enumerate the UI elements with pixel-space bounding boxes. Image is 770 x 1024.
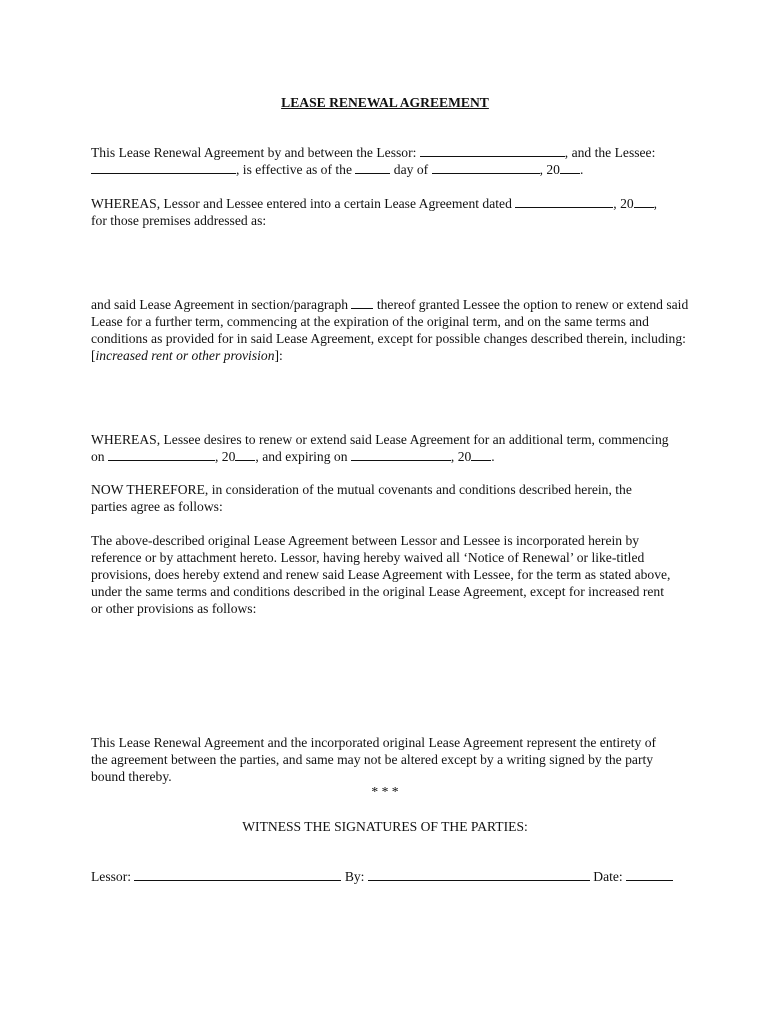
whereas2-text-e: . — [491, 449, 495, 464]
lessor-signature-blank[interactable] — [134, 868, 341, 881]
effective-year-blank[interactable] — [560, 161, 580, 174]
renewal-start-year-blank[interactable] — [235, 448, 255, 461]
now-therefore-line-1: NOW THEREFORE, in consideration of the mutual covenants and conditions described herein, the — [91, 482, 632, 497]
lessee-name-blank[interactable] — [91, 161, 236, 174]
document-title: LEASE RENEWAL AGREEMENT — [281, 95, 489, 110]
renewal-end-year-blank[interactable] — [471, 448, 491, 461]
intro-text-c: , is effective as of the — [236, 162, 356, 177]
above-line-4: under the same terms and conditions described in the original Lease Agreement, except for increased rent — [91, 584, 664, 599]
renewal-end-date-blank[interactable] — [351, 448, 451, 461]
whereas2-line-1: WHEREAS, Lessee desires to renew or extend said Lease Agreement for an additional term, commencing — [91, 432, 669, 447]
signature-line — [91, 868, 673, 886]
section-paragraph-blank[interactable] — [351, 296, 373, 309]
lessor-label: Lessor: — [91, 869, 135, 884]
entirety-line-1: This Lease Renewal Agreement and the incorporated original Lease Agreement represent the entirety of — [91, 735, 657, 750]
section-bracket-open: [ — [91, 348, 96, 363]
renewal-start-date-blank[interactable] — [108, 448, 215, 461]
effective-month-blank[interactable] — [432, 161, 540, 174]
section-text-a: and said Lease Agreement in section/paragraph — [91, 297, 352, 312]
witness-heading: WITNESS THE SIGNATURES OF THE PARTIES: — [242, 819, 528, 834]
intro-text-f: . — [579, 162, 584, 177]
whereas2-text-d: , 20 — [450, 449, 472, 464]
section-line-4 — [91, 347, 283, 365]
section-separator-stars: * * * — [371, 784, 399, 799]
above-line-1: The above-described original Lease Agreement between Lessor and Lessee is incorporated herein by — [91, 533, 640, 548]
whereas2-line-2 — [91, 448, 495, 466]
whereas1-text-b: , 20 — [613, 196, 634, 211]
whereas1-line-1 — [91, 195, 657, 213]
whereas2-text-a: on — [91, 449, 108, 464]
intro-line-2 — [91, 161, 583, 179]
whereas2-text-b: , 20 — [215, 449, 236, 464]
signature-date-blank[interactable] — [626, 868, 673, 881]
section-line-2: Lease for a further term, commencing at the expiration of the original term, and on the same terms and — [91, 314, 649, 329]
now-therefore-line-2: parties agree as follows: — [91, 499, 223, 514]
whereas2-text-c: , and expiring on — [255, 449, 351, 464]
above-line-3: provisions, does hereby extend and renew said Lease Agreement with Lessee, for the term as stated above, — [91, 567, 671, 582]
section-italic-provision: increased rent or other provision — [95, 348, 275, 363]
by-label: By: — [341, 869, 368, 884]
whereas1-text-c: , — [653, 196, 658, 211]
above-line-5: or other provisions as follows: — [91, 601, 257, 616]
whereas1-text-a: WHEREAS, Lessor and Lessee entered into a certain Lease Agreement dated — [91, 196, 516, 211]
whereas1-line-2: for those premises addressed as: — [91, 213, 267, 228]
section-line-3: conditions as provided for in said Lease Agreement, except for possible changes described therein, including: — [91, 331, 686, 346]
original-lease-year-blank[interactable] — [634, 195, 654, 208]
date-label: Date: — [589, 869, 627, 884]
section-line-1 — [91, 296, 688, 314]
section-text-b: thereof granted Lessee the option to renew or extend said — [373, 297, 689, 312]
effective-day-blank[interactable] — [355, 161, 390, 174]
lessor-name-blank[interactable] — [420, 144, 565, 157]
entirety-line-3: bound thereby. — [91, 769, 172, 784]
intro-text-d: day of — [390, 162, 432, 177]
intro-text-e: , 20 — [539, 162, 560, 177]
intro-text-b: , and the Lessee: — [564, 145, 656, 160]
by-signature-blank[interactable] — [368, 868, 590, 881]
intro-text-a: This Lease Renewal Agreement by and between the Lessor: — [91, 145, 420, 160]
original-lease-date-blank[interactable] — [515, 195, 613, 208]
entirety-line-2: the agreement between the parties, and same may not be altered except by a writing signed by the party — [91, 752, 654, 767]
above-line-2: reference or by attachment hereto. Lessor, having hereby waived all ‘Notice of Renewal’ or like-titled — [91, 550, 645, 565]
section-bracket-close: ]: — [274, 348, 283, 363]
intro-line-1 — [91, 144, 655, 162]
